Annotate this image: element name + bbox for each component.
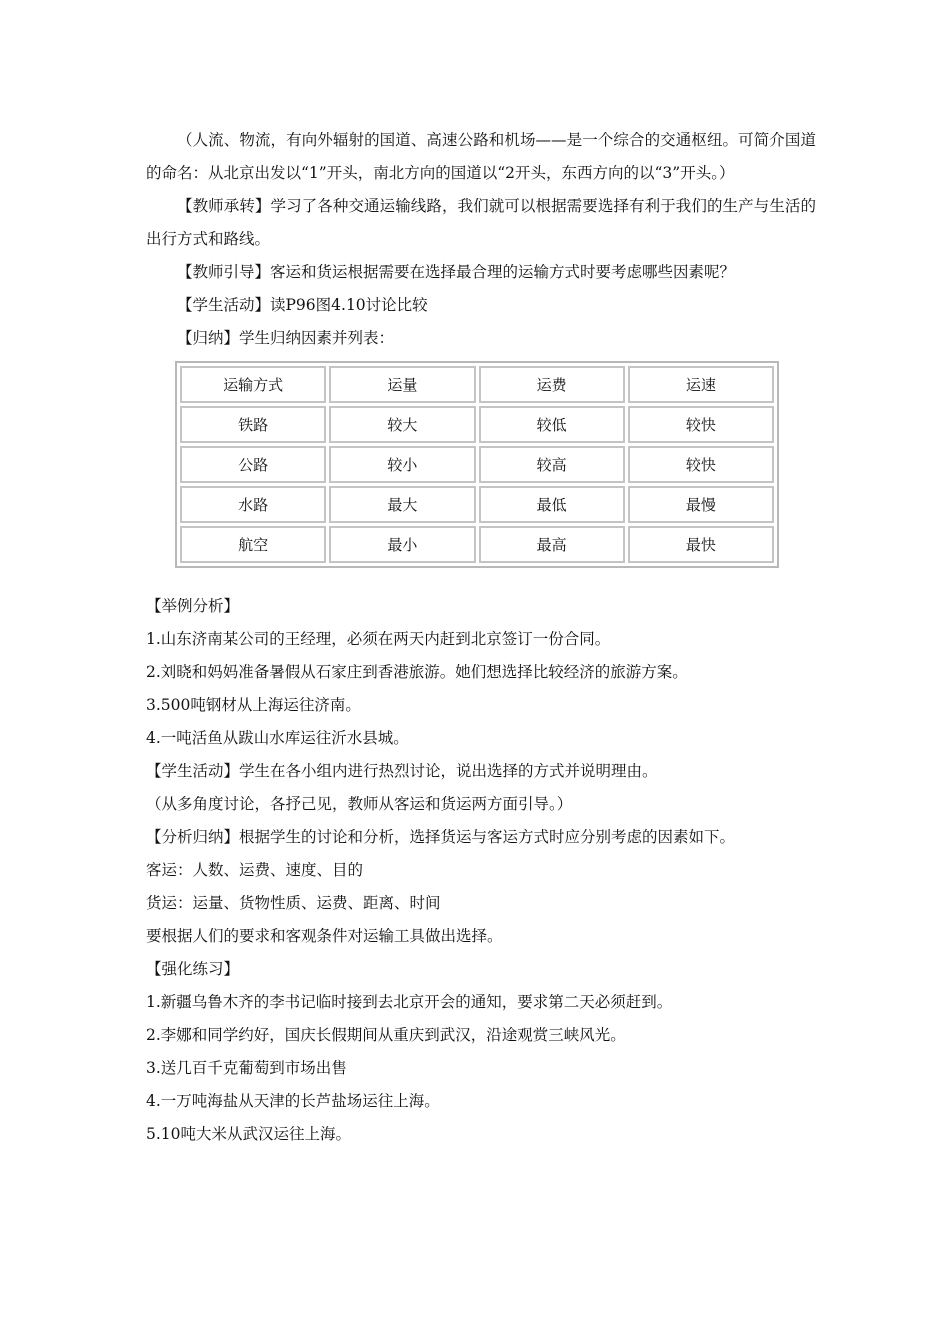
transport-comparison-table-wrap bbox=[175, 361, 779, 568]
table-row bbox=[180, 486, 774, 523]
table-cell: 较大 bbox=[329, 406, 475, 443]
document-body bbox=[146, 124, 816, 1151]
table-cell: 较快 bbox=[628, 406, 774, 443]
analysis-summary: 【分析归纳】根据学生的讨论和分析，选择货运与客运方式时应分别考虑的因素如下。 bbox=[146, 828, 736, 846]
table-cell: 最大 bbox=[329, 486, 475, 523]
table-cell: 航空 bbox=[180, 526, 326, 563]
table-header-row bbox=[180, 366, 774, 403]
section-gap bbox=[146, 568, 816, 590]
example-item: 3.500吨钢材从上海运往济南。 bbox=[146, 696, 361, 714]
practice-item: 5.10吨大米从武汉运往上海。 bbox=[146, 1125, 352, 1143]
practice-item: 4.一万吨海盐从天津的长芦盐场运往上海。 bbox=[146, 1092, 440, 1110]
table-cell: 较快 bbox=[628, 446, 774, 483]
example-item: 1.山东济南某公司的王经理，必须在两天内赶到北京签订一份合同。 bbox=[146, 630, 611, 648]
practice-item: 2.李娜和同学约好，国庆长假期间从重庆到武汉，沿途观赏三峡风光。 bbox=[146, 1026, 626, 1044]
discussion-note: （从多角度讨论，各抒己见，教师从客运和货运两方面引导。） bbox=[146, 795, 573, 813]
freight-factors: 货运：运量、货物性质、运费、距离、时间 bbox=[146, 894, 441, 912]
table-cell: 最小 bbox=[329, 526, 475, 563]
example-item: 2.刘晓和妈妈准备暑假从石家庄到香港旅游。她们想选择比较经济的旅游方案。 bbox=[146, 663, 688, 681]
table-header-cell: 运输方式 bbox=[180, 366, 326, 403]
table-cell: 铁路 bbox=[180, 406, 326, 443]
table-row bbox=[180, 446, 774, 483]
conclusion-line: 要根据人们的要求和客观条件对运输工具做出选择。 bbox=[146, 927, 503, 945]
table-header-cell: 运速 bbox=[628, 366, 774, 403]
table-cell: 较低 bbox=[479, 406, 625, 443]
table-cell: 较高 bbox=[479, 446, 625, 483]
example-item: 4.一吨活鱼从跋山水库运往沂水县城。 bbox=[146, 729, 409, 747]
table-row bbox=[180, 406, 774, 443]
table-header-cell: 运费 bbox=[479, 366, 625, 403]
teacher-guide-line: 【教师引导】客运和货运根据需要在选择最合理的运输方式时要考虑哪些因素呢？ bbox=[177, 263, 736, 281]
example-heading: 【举例分析】 bbox=[146, 597, 240, 615]
table-cell: 最快 bbox=[628, 526, 774, 563]
transport-comparison-table bbox=[175, 361, 779, 568]
table-cell: 较小 bbox=[329, 446, 475, 483]
practice-heading: 【强化练习】 bbox=[146, 960, 240, 978]
student-activity-discussion: 【学生活动】学生在各小组内进行热烈讨论，说出选择的方式并说明理由。 bbox=[146, 762, 658, 780]
practice-item: 3.送几百千克葡萄到市场出售 bbox=[146, 1059, 347, 1077]
table-cell: 公路 bbox=[180, 446, 326, 483]
teacher-transition-paragraph: 【教师承转】学习了各种交通运输线路，我们就可以根据需要选择有利于我们的生产与生活的出行方式和路线。 bbox=[146, 197, 816, 248]
table-cell: 水路 bbox=[180, 486, 326, 523]
passenger-factors: 客运：人数、运费、速度、目的 bbox=[146, 861, 364, 879]
student-activity-line: 【学生活动】读P96图4.10讨论比较 bbox=[177, 296, 428, 314]
summary-intro-line: 【归纳】学生归纳因素并列表： bbox=[177, 329, 395, 347]
practice-item: 1.新疆乌鲁木齐的李书记临时接到去北京开会的通知，要求第二天必须赶到。 bbox=[146, 993, 673, 1011]
table-row bbox=[180, 526, 774, 563]
table-cell: 最高 bbox=[479, 526, 625, 563]
table-header-cell: 运量 bbox=[329, 366, 475, 403]
table-cell: 最低 bbox=[479, 486, 625, 523]
intro-paragraph: （人流、物流，有向外辐射的国道、高速公路和机场——是一个综合的交通枢纽。可简介国道的命名：从北京出发以“1”开头，南北方向的国道以“2开头，东西方向的以“3”开头。） bbox=[146, 131, 816, 182]
table-cell: 最慢 bbox=[628, 486, 774, 523]
